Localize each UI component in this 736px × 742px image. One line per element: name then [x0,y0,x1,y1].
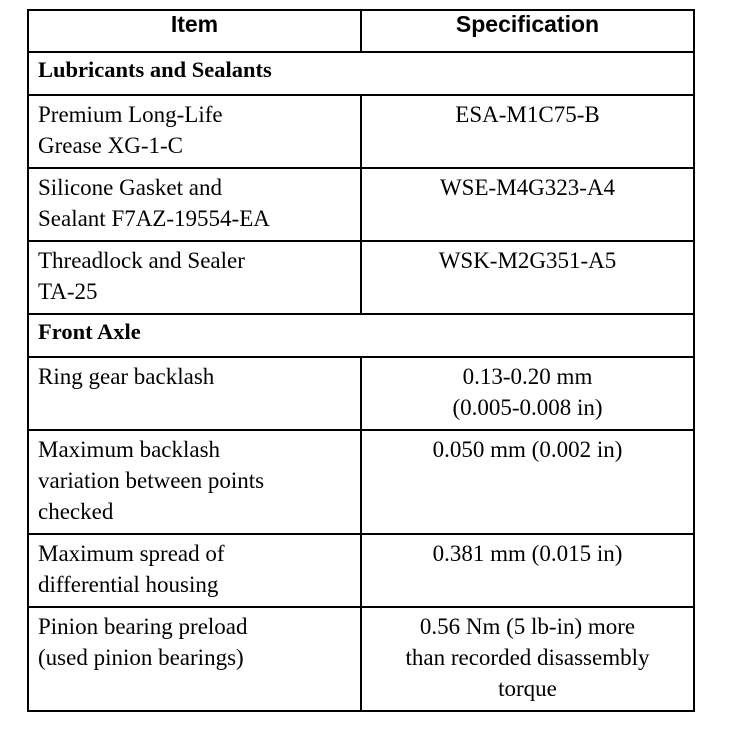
item-text-line: Premium Long-Life [38,102,223,127]
item-text-line: variation between points [38,468,265,493]
item-cell [28,607,361,711]
specification-text-line: 0.050 mm (0.002 in) [432,437,623,462]
item-text-line: Threadlock and Sealer [38,248,245,273]
item-text-line: Silicone Gasket and [38,175,222,200]
item-cell [28,357,361,430]
item-cell [28,241,361,314]
specification-cell [361,607,694,711]
item-cell [28,430,361,534]
item-cell [28,95,361,168]
item-cell [28,534,361,607]
specification-cell [361,95,694,168]
item-text-line: (used pinion bearings) [38,645,244,670]
specification-text-line: 0.56 Nm (5 lb-in) more [419,614,636,639]
item-text-line: TA-25 [38,279,98,304]
table-body [28,52,694,711]
specification-cell [361,241,694,314]
item-text-line: Ring gear backlash [38,364,215,389]
item-text-line: checked [38,499,114,524]
item-text-line: Sealant F7AZ-19554-EA [38,206,270,231]
table-header-row [28,10,694,52]
section-row [28,52,694,95]
table-row [28,534,694,607]
table-row [28,241,694,314]
item-text-line: Maximum spread of [38,541,225,566]
section-row [28,314,694,357]
specification-cell [361,430,694,534]
specification-table [27,9,695,712]
section-title: Lubricants and Sealants [28,52,694,95]
section-title: Front Axle [28,314,694,357]
specification-text-line: WSK-M2G351-A5 [438,248,617,273]
table-row [28,607,694,711]
header-specification: Specification [361,10,694,52]
item-text-line: differential housing [38,572,219,597]
item-text-line: Maximum backlash [38,437,221,462]
specification-cell [361,534,694,607]
table-row [28,430,694,534]
table-row [28,95,694,168]
specification-text-line: WSE-M4G323-A4 [439,175,616,200]
item-text-line: Pinion bearing preload [38,614,248,639]
table-row [28,357,694,430]
table-row [28,168,694,241]
specification-text-line: torque [498,676,557,701]
specification-cell [361,357,694,430]
item-text-line: Grease XG-1-C [38,133,183,158]
specification-text-line: 0.381 mm (0.015 in) [432,541,623,566]
header-item: Item [28,10,361,52]
specification-cell [361,168,694,241]
item-cell [28,168,361,241]
specification-text-line: than recorded disassembly [405,645,650,670]
specification-text-line: 0.13-0.20 mm [462,364,593,389]
specification-text-line: (0.005-0.008 in) [452,395,603,420]
specification-text-line: ESA-M1C75-B [455,102,600,127]
